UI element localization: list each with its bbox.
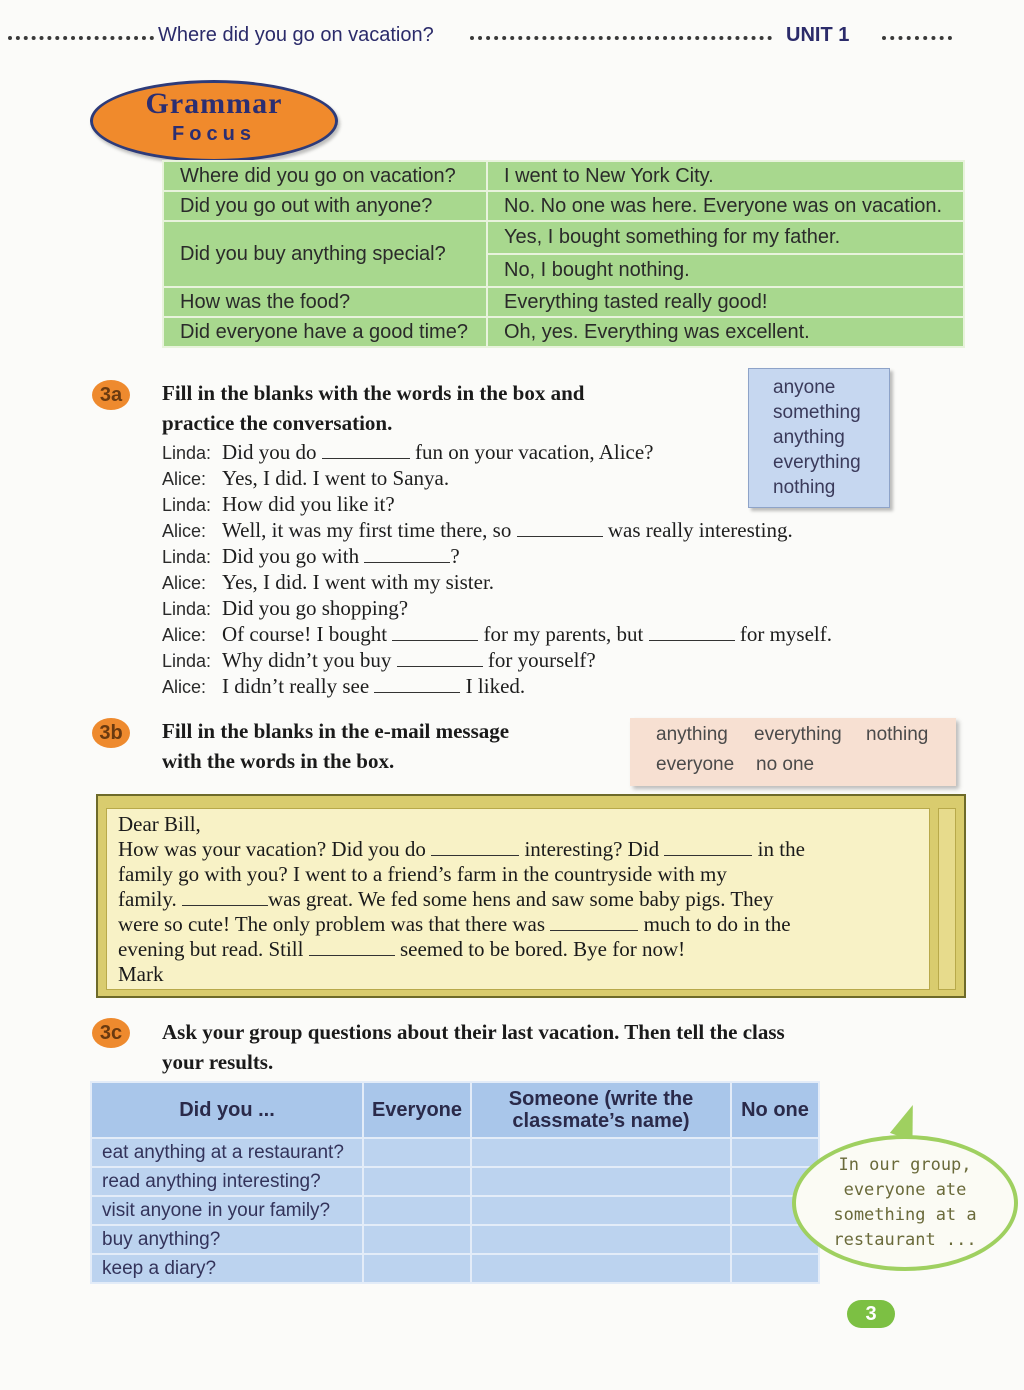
- column-header: Did you ...: [91, 1082, 363, 1138]
- blank[interactable]: [397, 665, 483, 667]
- answer-cell[interactable]: [731, 1254, 819, 1283]
- dialogue-text: ?: [450, 544, 460, 568]
- blank[interactable]: [374, 691, 460, 693]
- dialogue-line: [162, 492, 832, 518]
- header-unit: UNIT 1: [786, 24, 850, 46]
- table-row: [91, 1225, 819, 1254]
- column-header: Someone (write the classmate’s name): [471, 1082, 731, 1138]
- instruction-line: with the words in the box.: [162, 749, 395, 773]
- column-header: Everyone: [363, 1082, 471, 1138]
- word-box-item: no one: [756, 754, 815, 775]
- survey-question: keep a diary?: [91, 1254, 363, 1283]
- survey-question: buy anything?: [91, 1225, 363, 1254]
- table-header-row: [91, 1082, 819, 1138]
- email-text: [118, 812, 805, 987]
- dialogue-line: [162, 518, 832, 544]
- answer-cell[interactable]: [363, 1196, 471, 1225]
- dialogue-text: Yes, I did. I went to Sanya.: [222, 466, 450, 490]
- survey-question: eat anything at a restaurant?: [91, 1138, 363, 1167]
- grammar-question: How was the food?: [163, 287, 487, 317]
- grammar-question: Did you go out with anyone?: [163, 191, 487, 221]
- word-box-item: nothing: [866, 724, 929, 745]
- dialogue-text: was really interesting.: [607, 518, 793, 542]
- answer-cell[interactable]: [471, 1225, 731, 1254]
- exercise-number-3c: 3c: [92, 1018, 130, 1048]
- email-window: [96, 794, 966, 998]
- page-header: [0, 22, 1024, 56]
- grammar-answer: No, I bought nothing.: [487, 254, 964, 287]
- email-greeting: Dear Bill,: [118, 812, 201, 836]
- survey-question: visit anyone in your family?: [91, 1196, 363, 1225]
- dialogue-3a: [162, 440, 832, 700]
- table-row: [163, 161, 964, 191]
- column-header: No one: [731, 1082, 819, 1138]
- word-box-item: anything: [656, 724, 728, 745]
- speaker: Linda:: [162, 495, 212, 515]
- table-row: [91, 1138, 819, 1167]
- survey-table: [90, 1081, 820, 1284]
- dialogue-line: [162, 570, 832, 596]
- blank[interactable]: [550, 929, 638, 931]
- word-box-item: nothing: [773, 477, 836, 498]
- instruction-line: Fill in the blanks with the words in the box and: [162, 381, 585, 405]
- blank[interactable]: [664, 854, 752, 856]
- page-number: 3: [847, 1300, 895, 1328]
- dialogue-text: Well, it was my first time there, so: [222, 518, 512, 542]
- blank[interactable]: [309, 954, 395, 956]
- word-box-item: everything: [773, 452, 861, 473]
- table-row: [163, 317, 964, 347]
- dialogue-text: fun on your vacation, Alice?: [415, 440, 654, 464]
- header-title: Where did you go on vacation?: [158, 24, 434, 46]
- word-box-item: everything: [754, 724, 842, 745]
- table-row: [163, 191, 964, 221]
- speaker: Alice:: [162, 573, 207, 593]
- blank[interactable]: [182, 904, 268, 906]
- grammar-answer: No. No one was here. Everyone was on vacation.: [487, 191, 964, 221]
- email-text-part: much to do in the: [643, 912, 791, 936]
- speaker: Linda:: [162, 651, 212, 671]
- grammar-focus-title: Grammar: [145, 87, 283, 120]
- speech-bubble: [792, 1135, 1018, 1271]
- email-line: [118, 887, 805, 912]
- exercise-number-3a: 3a: [92, 380, 130, 410]
- grammar-focus-subtitle: Focus: [172, 123, 256, 145]
- answer-cell[interactable]: [471, 1196, 731, 1225]
- word-box-item: everyone: [656, 754, 735, 775]
- header-dots-middle: [470, 36, 772, 40]
- dialogue-text: for myself.: [739, 622, 832, 646]
- email-signature: Mark: [118, 962, 164, 986]
- email-text-part: How was your vacation? Did you do: [118, 837, 426, 861]
- email-text-part: was great. We fed some hens and saw some baby pigs. They: [267, 887, 774, 911]
- bubble-line: restaurant ...: [833, 1230, 977, 1250]
- answer-cell[interactable]: [363, 1167, 471, 1196]
- header-dots-left: [8, 36, 154, 40]
- header-dots-right: [882, 36, 952, 40]
- dialogue-text: I didn’t really see: [222, 674, 370, 698]
- speaker: Alice:: [162, 469, 207, 489]
- table-row: [163, 221, 964, 254]
- grammar-answer: Yes, I bought something for my father.: [487, 221, 964, 254]
- grammar-focus-badge: [90, 80, 338, 162]
- answer-cell[interactable]: [471, 1138, 731, 1167]
- dialogue-line: [162, 440, 832, 466]
- grammar-question: Did everyone have a good time?: [163, 317, 487, 347]
- survey-question: read anything interesting?: [91, 1167, 363, 1196]
- table-row: [91, 1167, 819, 1196]
- dialogue-text: Did you go shopping?: [222, 596, 409, 620]
- email-text-part: family.: [118, 887, 177, 911]
- email-line: [118, 912, 805, 937]
- email-text-part: were so cute! The only problem was that there was: [118, 912, 546, 936]
- email-text-part: interesting? Did: [524, 837, 660, 861]
- word-box-3b: [630, 718, 956, 786]
- table-row: [91, 1254, 819, 1283]
- dialogue-text: I liked.: [465, 674, 526, 698]
- blank[interactable]: [431, 854, 519, 856]
- blank[interactable]: [392, 639, 478, 641]
- speaker: Linda:: [162, 547, 212, 567]
- grammar-answer: Everything tasted really good!: [487, 287, 964, 317]
- email-text-part: seemed to be bored. Bye for now!: [399, 937, 686, 961]
- dialogue-line: [162, 648, 832, 674]
- grammar-focus-table: [162, 160, 965, 348]
- dialogue-line: [162, 674, 832, 700]
- dialogue-text: Of course! I bought: [222, 622, 388, 646]
- bubble-line: everyone ate: [843, 1180, 967, 1200]
- exercise-3a-instruction: [162, 378, 584, 438]
- exercise-number-3b: 3b: [92, 718, 130, 748]
- exercise-3c-instruction: [162, 1017, 785, 1077]
- speaker: Linda:: [162, 443, 212, 463]
- table-row: [91, 1196, 819, 1225]
- grammar-question: Where did you go on vacation?: [163, 161, 487, 191]
- dialogue-line: [162, 466, 832, 492]
- answer-cell[interactable]: [471, 1254, 731, 1283]
- instruction-line: Fill in the blanks in the e-mail message: [162, 719, 510, 743]
- bubble-line: In our group,: [838, 1155, 972, 1175]
- grammar-question: Did you buy anything special?: [163, 221, 487, 287]
- instruction-line: Ask your group questions about their last vacation. Then tell the class: [162, 1020, 785, 1044]
- dialogue-text: Did you do: [222, 440, 317, 464]
- dialogue-line: [162, 622, 832, 648]
- instruction-line: your results.: [162, 1050, 274, 1074]
- answer-cell[interactable]: [471, 1167, 731, 1196]
- word-box-item: anyone: [773, 377, 836, 398]
- word-box-item: anything: [773, 427, 845, 448]
- dialogue-text: Why didn’t you buy: [222, 648, 392, 672]
- speaker: Linda:: [162, 599, 212, 619]
- grammar-answer: I went to New York City.: [487, 161, 964, 191]
- dialogue-text: How did you like it?: [222, 492, 395, 516]
- blank[interactable]: [649, 639, 735, 641]
- bubble-line: something at a: [833, 1205, 977, 1225]
- email-text-part: in the: [757, 837, 805, 861]
- word-box-item: something: [773, 402, 861, 423]
- blank[interactable]: [322, 457, 410, 459]
- email-line: [118, 937, 805, 962]
- answer-cell[interactable]: [363, 1254, 471, 1283]
- grammar-answer: Oh, yes. Everything was excellent.: [487, 317, 964, 347]
- blank[interactable]: [517, 535, 603, 537]
- speaker: Alice:: [162, 677, 207, 697]
- answer-cell[interactable]: [363, 1138, 471, 1167]
- exercise-3b-instruction: [162, 716, 509, 776]
- email-text-part: evening but read. Still: [118, 937, 304, 961]
- instruction-line: practice the conversation.: [162, 411, 393, 435]
- dialogue-text: for yourself?: [487, 648, 596, 672]
- dialogue-text: for my parents, but: [483, 622, 644, 646]
- dialogue-text: Did you go with: [222, 544, 360, 568]
- email-scrollbar[interactable]: [938, 808, 956, 990]
- email-line: [118, 837, 805, 862]
- dialogue-line: [162, 544, 832, 570]
- answer-cell[interactable]: [363, 1225, 471, 1254]
- speaker: Alice:: [162, 521, 207, 541]
- table-row: [163, 287, 964, 317]
- speaker: Alice:: [162, 625, 207, 645]
- blank[interactable]: [364, 561, 450, 563]
- email-line: family go with you? I went to a friend’s farm in the countryside with my: [118, 862, 727, 886]
- dialogue-text: Yes, I did. I went with my sister.: [222, 570, 495, 594]
- dialogue-line: [162, 596, 832, 622]
